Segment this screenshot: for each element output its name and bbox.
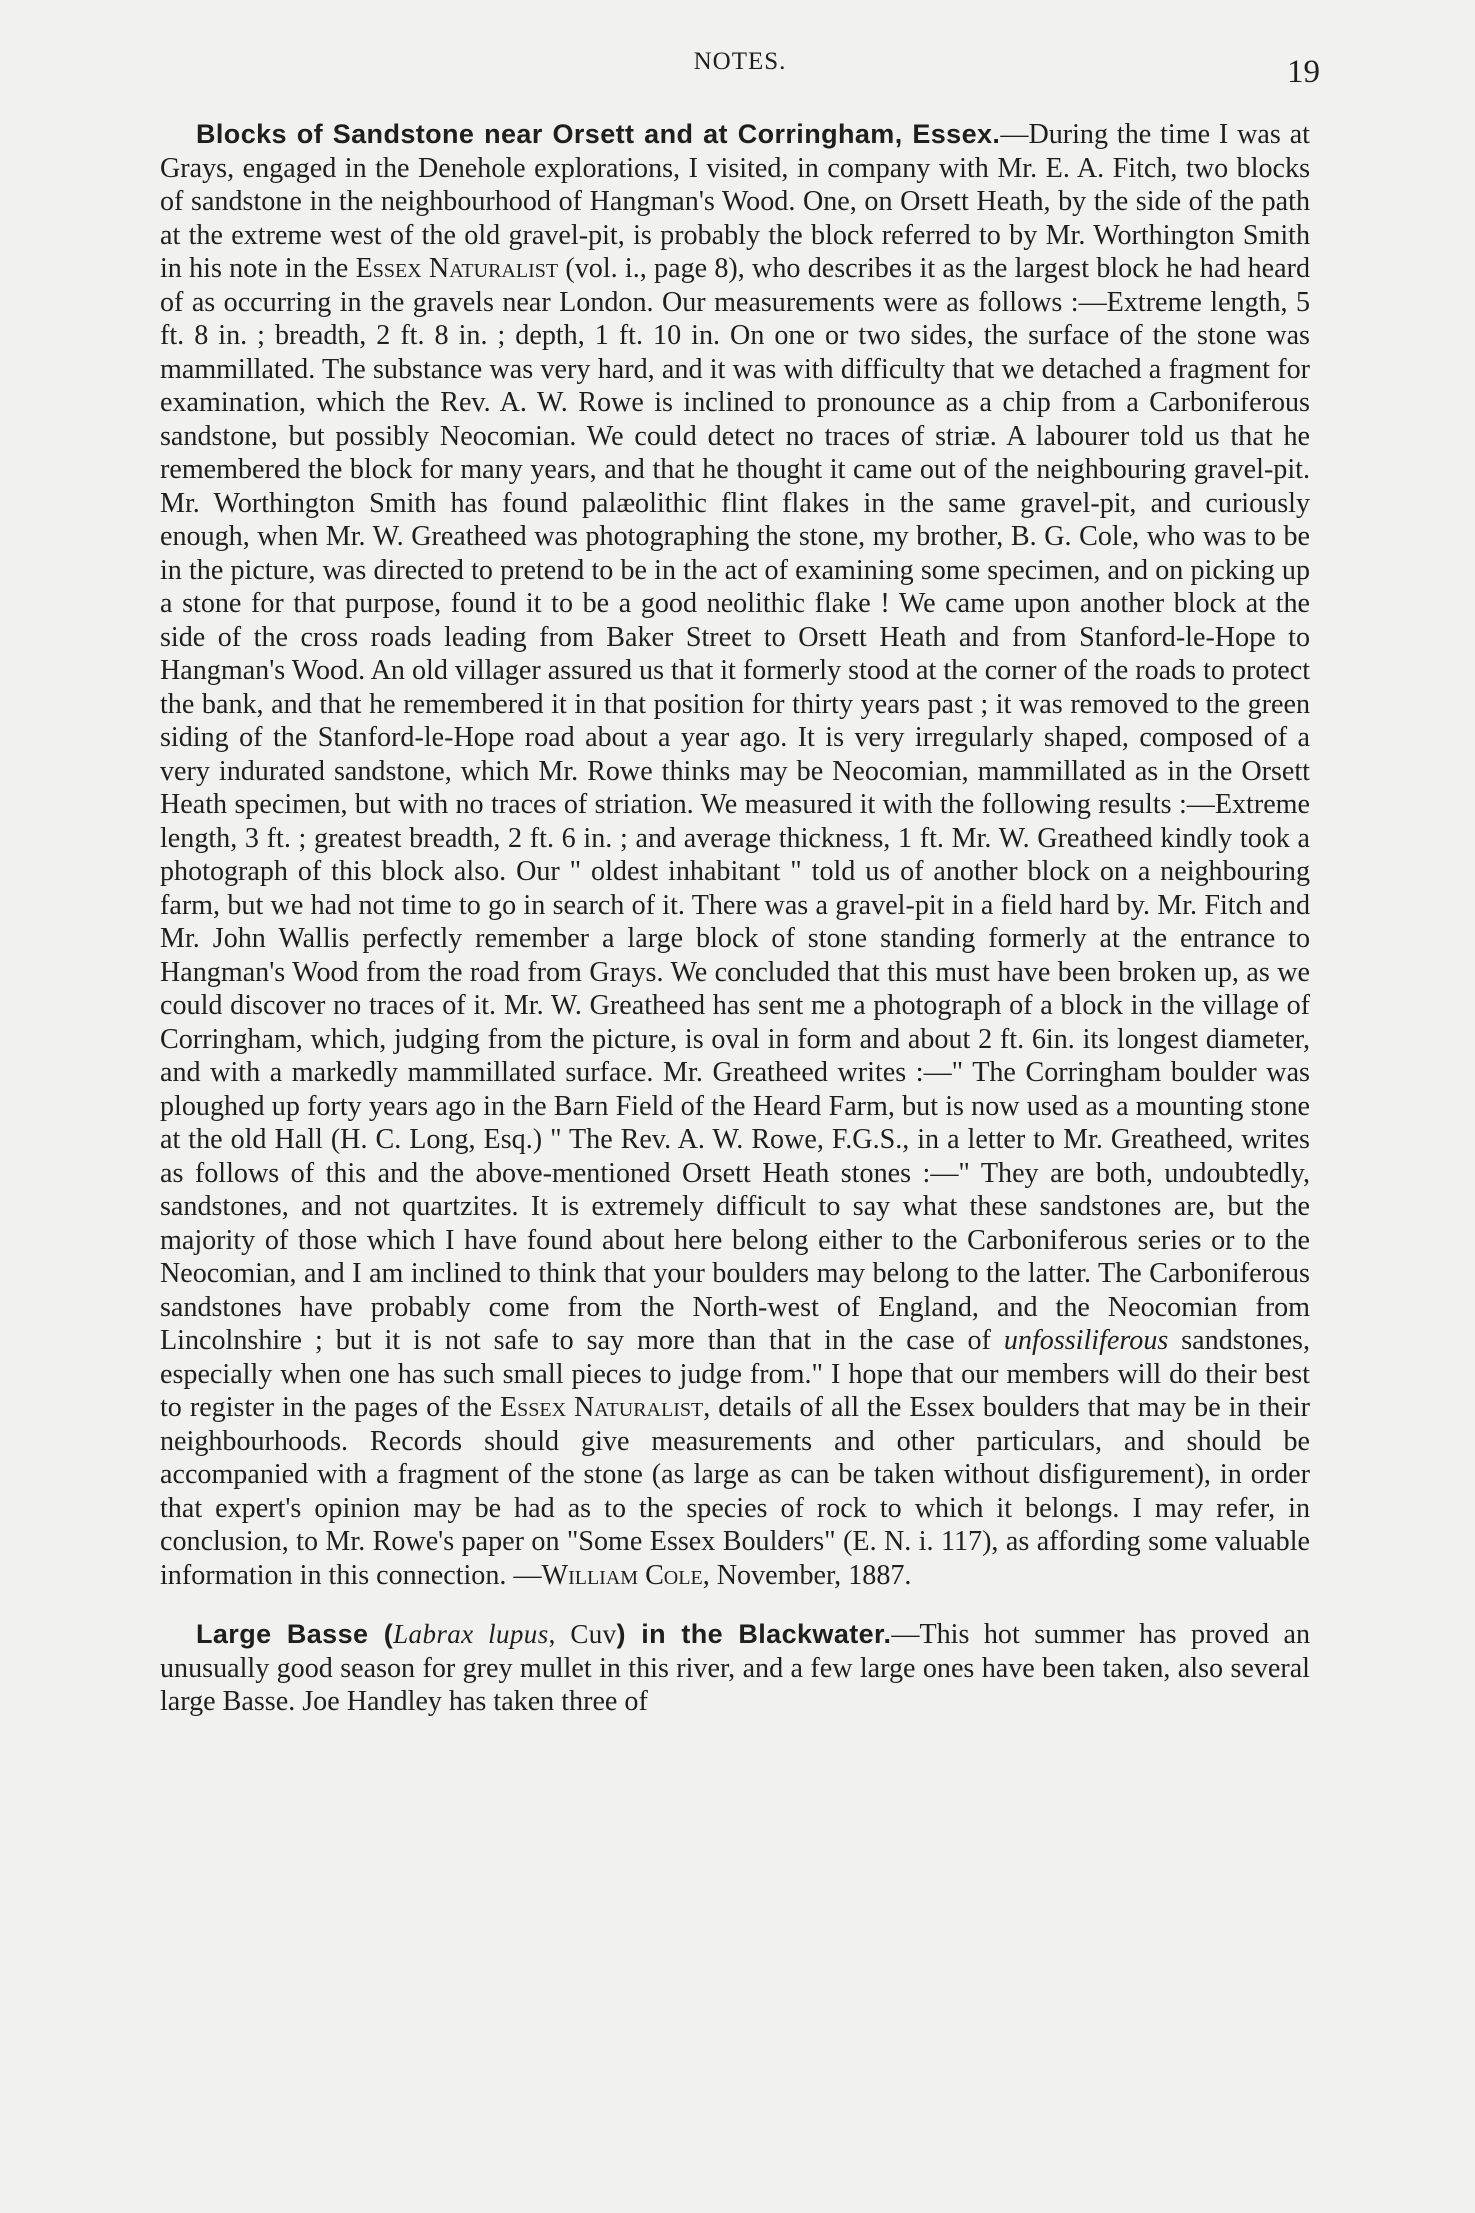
note-date: , November, 1887. bbox=[702, 1559, 912, 1591]
species-authority: , Cuv bbox=[548, 1619, 617, 1649]
note-separator bbox=[160, 1592, 1310, 1618]
journal-title: Essex Naturalist bbox=[355, 253, 559, 284]
note-text: —This hot summer has proved an unusually good season for grey mullet in this river, and a few large ones have been taken, also several large Basse. Joe Handley has taken three of bbox=[160, 1619, 1310, 1717]
author-signature: William Cole bbox=[541, 1559, 703, 1591]
page-header bbox=[160, 44, 1320, 90]
italic-term: unfossiliferous bbox=[1003, 1325, 1169, 1356]
body-text bbox=[160, 118, 1310, 1719]
journal-title: Essex Naturalist bbox=[499, 1392, 704, 1423]
note-text: , details of all the Essex boulders that may be in their neighbourhoods. Records should give measurements and other particulars, and should be accompanied with a fragment of the stone (as large as can be taken without disfigurement), in order that expert's opinion may be had as to the species of rock to which it belongs. I may refer, in conclusion, to Mr. Rowe's paper on "Some Essex Boulders" (E. N. i. 117), as affording some valuable information in this connection. — bbox=[160, 1392, 1311, 1591]
note-heading: Blocks of Sandstone near Orsett and at Corringham, Essex. bbox=[196, 119, 1001, 149]
note-large-basse bbox=[160, 1618, 1310, 1719]
note-heading bbox=[196, 1619, 891, 1649]
heading-part: Large Basse ( bbox=[196, 1619, 394, 1649]
heading-part: ) in the Blackwater. bbox=[616, 1619, 892, 1649]
page-number: 19 bbox=[1287, 54, 1320, 90]
species-name: Labrax lupus bbox=[393, 1619, 549, 1649]
note-text: sandstones, especially when one has such small pieces to judge from." I hope that our members will do their best to register in the pages of the bbox=[160, 1325, 1311, 1423]
note-text: —During the time I was at Grays, engaged in the Denehole explorations, I visited, in company with Mr. E. A. Fitch, two blocks of sandstone in the neighbourhood of Hangman's Wood. One, on Orsett Heath, by the side of the path at the extreme west of the old gravel-pit, is probably the block referred to by Mr. Worthington Smith in his note in the bbox=[160, 119, 1310, 284]
note-blocks-of-sandstone bbox=[160, 118, 1310, 1592]
note-text: (vol. i., page 8), who describes it as the largest block he had heard of as occurring in the gravels near London. Our measurements were as follows :—Extreme length, 5 ft. 8 in. ; breadth, 2 ft. 8 in. ; depth, 1 ft. 10 in. On one or two sides, the surface of the stone was mammillated. The substance was very hard, and it was with difficulty that we detached a fragment for examination, which the Rev. A. W. Rowe is inclined to pronounce as a chip from a Carboniferous sandstone, but possibly Neocomian. We could detect no traces of striæ. A labourer told us that he remembered the block for many years, and that he thought it came out of the neighbouring gravel-pit. Mr. Worthington Smith has found palæolithic flint flakes in the same gravel-pit, and curiously enough, when Mr. W. Greatheed was photographing the stone, my brother, B. G. Cole, who was to be in the picture, was directed to pretend to be in the act of examining some specimen, and on picking up a stone for that purpose, found it to be a good neolithic flake ! We came upon another block at the side of the cross roads leading from Baker Street to Orsett Heath and from Stanford-le-Hope to Hangman's Wood. An old villager assured us that it formerly stood at the corner of the roads to protect the bank, and that he remembered it in that position for thirty years past ; it was removed to the green siding of the Stanford-le-Hope road about a year ago. It is very irregularly shaped, composed of a very indurated sandstone, which Mr. Rowe thinks may be Neocomian, mammillated as in the Orsett Heath specimen, but with no traces of striation. We measured it with the following results :—Extreme length, 3 ft. ; greatest breadth, 2 ft. 6 in. ; and average thickness, 1 ft. Mr. W. Greatheed kindly took a photograph of this block also. Our " oldest inhabitant " told us of another block on a neighbouring farm, but we had not time to go in search of it. There was a gravel-pit in a field hard by. Mr. Fitch and Mr. John Wallis perfectly remember a large block of stone standing formerly at the entrance to Hangman's Wood from the road from Grays. We concluded that this must have been broken up, as we could discover no traces of it. Mr. W. Greatheed has sent me a photograph of a block in the village of Corringham, which, judging from the picture, is oval in form and about 2 ft. 6in. its longest diameter, and with a markedly mammillated surface. Mr. Greatheed writes :—" The Corringham boulder was ploughed up forty years ago in the Barn Field of the Heard Farm, but is now used as a mounting stone at the old Hall (H. C. Long, Esq.) " The Rev. A. W. Rowe, F.G.S., in a letter to Mr. Greatheed, writes as follows of this and the above-mentioned Orsett Heath stones :—" They are both, undoubtedly, sandstones, and not quartzites. It is extremely difficult to say what these sandstones are, but the majority of those which I have found about here belong either to the Carboniferous series or to the Neocomian, and I am inclined to think that your boulders may belong to the latter. The Carboniferous sandstones have probably come from the North-west of England, and the Neocomian from Lincolnshire ; but it is not safe to say more than that in the case of bbox=[160, 253, 1311, 1356]
running-head: NOTES. bbox=[693, 48, 787, 75]
